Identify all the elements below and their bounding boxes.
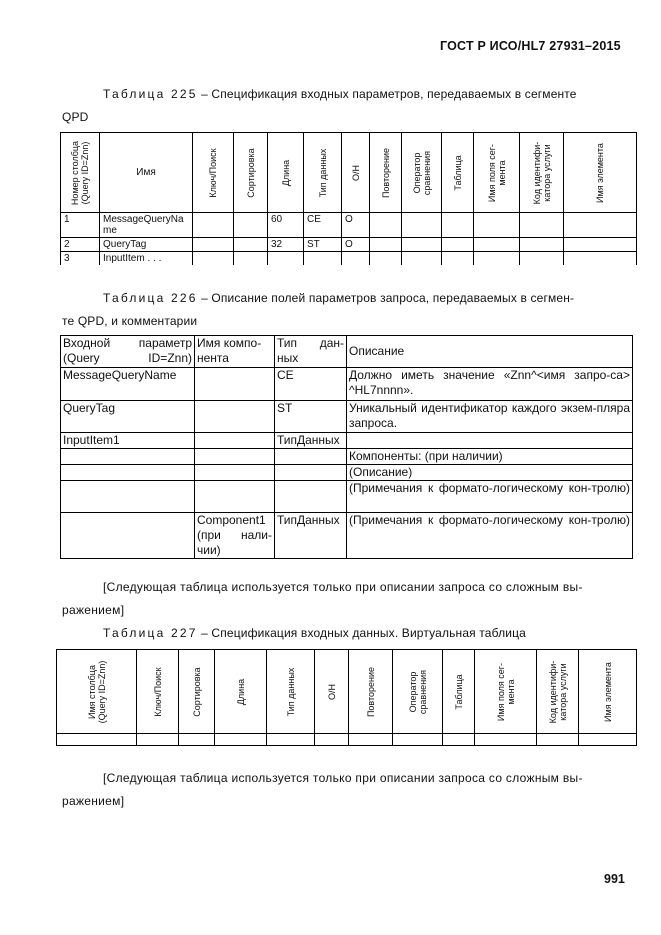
table-227-caption bbox=[103, 626, 526, 640]
table-cell bbox=[342, 252, 370, 266]
table-cell: CE bbox=[304, 213, 342, 238]
table-cell: InputItem . . . bbox=[100, 252, 193, 266]
table-cell bbox=[61, 481, 195, 513]
table-cell bbox=[402, 238, 442, 252]
table-cell bbox=[195, 368, 275, 401]
table-cell bbox=[370, 252, 402, 266]
table-225 bbox=[60, 132, 637, 265]
note-paragraph-1-line-1: [Следующая таблица используется только при описании запроса со сложным вы- bbox=[103, 580, 583, 594]
table-cell bbox=[61, 465, 195, 481]
table-cell bbox=[475, 734, 537, 746]
table-cell: (Описание) bbox=[347, 465, 633, 481]
table-cell bbox=[195, 401, 275, 433]
header-cell: Имя элемента bbox=[579, 650, 637, 734]
header-cell: Имя элемента bbox=[564, 133, 637, 213]
table-cell: ТипДанных bbox=[275, 433, 347, 449]
page-number: 991 bbox=[604, 872, 625, 886]
table-227 bbox=[56, 649, 637, 746]
header-cell: Имя компо-нента bbox=[195, 336, 275, 368]
table-cell bbox=[193, 238, 234, 252]
table-cell bbox=[474, 252, 520, 266]
table-cell bbox=[304, 252, 342, 266]
table-cell bbox=[349, 734, 393, 746]
table-cell: 3 bbox=[61, 252, 100, 266]
header-cell: О/Н bbox=[342, 133, 370, 213]
note-paragraph-2-line-2: ражением] bbox=[62, 794, 125, 808]
table-row bbox=[61, 513, 633, 559]
header-cell: Имя bbox=[100, 133, 193, 213]
table-cell bbox=[442, 238, 474, 252]
table-cell: (Примечания к формато-логическому кон-тролю) bbox=[347, 481, 633, 513]
table-cell: Уникальный идентификатор каждого экзем-пляра запроса. bbox=[347, 401, 633, 433]
header-cell: Ключ/Поиск bbox=[193, 133, 234, 213]
table-row bbox=[61, 368, 633, 401]
table-cell bbox=[195, 449, 275, 465]
table-226-title: – Описание полей параметров запроса, передаваемых в сегмен- bbox=[197, 291, 575, 305]
table-cell: MessageQueryName bbox=[61, 368, 195, 401]
header-cell: Оператор сравнения bbox=[402, 133, 442, 213]
table-cell: 2 bbox=[61, 238, 100, 252]
table-cell bbox=[442, 213, 474, 238]
table-cell bbox=[275, 465, 347, 481]
table-cell bbox=[215, 734, 267, 746]
table-226-label: Таблица 226 bbox=[103, 291, 198, 305]
table-cell: ST bbox=[275, 401, 347, 433]
table-cell bbox=[520, 238, 564, 252]
header-cell: Тип дан-ных bbox=[275, 336, 347, 368]
table-227-title: – Спецификация входных данных. Виртуальная таблица bbox=[197, 626, 526, 640]
header-cell: Тип данных bbox=[267, 650, 315, 734]
header-cell: Тип данных bbox=[304, 133, 342, 213]
table-cell: Должно иметь значение «Znn^<имя запро-са> ^HL7nnnn». bbox=[347, 368, 633, 401]
header-cell: Код идентифи-катора услуги bbox=[520, 133, 564, 213]
header-cell: Сортировка bbox=[179, 650, 215, 734]
table-cell bbox=[393, 734, 443, 746]
header-cell: Длина bbox=[268, 133, 304, 213]
table-cell bbox=[402, 213, 442, 238]
table-cell bbox=[520, 213, 564, 238]
table-cell bbox=[537, 734, 579, 746]
table-cell bbox=[579, 734, 637, 746]
header-cell: Длина bbox=[215, 650, 267, 734]
header-cell: Таблица bbox=[443, 650, 475, 734]
table-row bbox=[61, 465, 633, 481]
table-cell bbox=[137, 734, 179, 746]
table-cell bbox=[402, 252, 442, 266]
header-cell: Номер столбца (Query ID=Znn) bbox=[61, 133, 100, 213]
header-cell: Имя столбца (Query ID=Znn) bbox=[57, 650, 137, 734]
table-cell: QueryTag bbox=[100, 238, 193, 252]
table-row bbox=[61, 252, 637, 266]
table-cell bbox=[347, 433, 633, 449]
table-227-label: Таблица 227 bbox=[103, 626, 198, 640]
header-cell: Сортировка bbox=[234, 133, 268, 213]
table-cell: QueryTag bbox=[61, 401, 195, 433]
table-cell: 32 bbox=[268, 238, 304, 252]
table-row bbox=[61, 449, 633, 465]
header-cell: Имя поля сег-мента bbox=[474, 133, 520, 213]
table-cell bbox=[268, 252, 304, 266]
table-row bbox=[61, 238, 637, 252]
table-cell bbox=[564, 238, 637, 252]
header-cell: Ключ/Поиск bbox=[137, 650, 179, 734]
table-226-header-row bbox=[61, 336, 633, 368]
table-cell bbox=[193, 213, 234, 238]
table-cell: InputItem1 bbox=[61, 433, 195, 449]
table-cell bbox=[442, 252, 474, 266]
table-cell: 1 bbox=[61, 213, 100, 238]
table-cell bbox=[57, 734, 137, 746]
table-cell: Component1 (при нали-чии) bbox=[195, 513, 275, 559]
table-cell bbox=[370, 238, 402, 252]
header-cell: Повторение bbox=[370, 133, 402, 213]
table-cell bbox=[474, 213, 520, 238]
table-cell bbox=[234, 252, 268, 266]
table-cell: CE bbox=[275, 368, 347, 401]
table-cell bbox=[564, 252, 637, 266]
table-cell bbox=[234, 238, 268, 252]
table-cell bbox=[195, 465, 275, 481]
table-cell: ST bbox=[304, 238, 342, 252]
table-row bbox=[61, 433, 633, 449]
table-cell bbox=[275, 449, 347, 465]
table-cell bbox=[61, 513, 195, 559]
table-cell: O bbox=[342, 213, 370, 238]
table-cell: Компоненты: (при наличии) bbox=[347, 449, 633, 465]
note-paragraph-1-line-2: ражением] bbox=[62, 603, 125, 617]
table-cell bbox=[443, 734, 475, 746]
table-cell bbox=[193, 252, 234, 266]
header-cell: Код идентифи-катора услуги bbox=[537, 650, 579, 734]
table-225-label: Таблица 225 bbox=[103, 87, 198, 101]
table-cell: (Примечания к формато-логическому кон-тролю) bbox=[347, 513, 633, 559]
note-paragraph-2-line-1: [Следующая таблица используется только при описании запроса со сложным вы- bbox=[103, 771, 583, 785]
header-cell: Таблица bbox=[442, 133, 474, 213]
table-cell bbox=[267, 734, 315, 746]
table-225-caption-cont: QPD bbox=[62, 110, 89, 124]
table-cell: 60 bbox=[268, 213, 304, 238]
table-cell bbox=[61, 449, 195, 465]
table-row bbox=[61, 401, 633, 433]
table-cell bbox=[474, 238, 520, 252]
table-cell: ТипДанных bbox=[275, 513, 347, 559]
header-cell: О/Н bbox=[315, 650, 349, 734]
table-cell bbox=[234, 213, 268, 238]
document-code: ГОСТ Р ИСО/HL7 27931–2015 bbox=[440, 39, 621, 53]
table-226-caption-cont: те QPD, и комментарии bbox=[62, 314, 198, 328]
header-cell: Входной параметр (Query ID=Znn) bbox=[61, 336, 195, 368]
table-226-caption bbox=[103, 291, 574, 305]
table-cell bbox=[179, 734, 215, 746]
table-cell bbox=[315, 734, 349, 746]
table-225-header-row bbox=[61, 133, 637, 213]
table-cell bbox=[564, 213, 637, 238]
table-cell bbox=[275, 481, 347, 513]
header-cell: Описание bbox=[347, 336, 633, 368]
table-cell: O bbox=[342, 238, 370, 252]
table-226 bbox=[60, 335, 633, 559]
table-row bbox=[61, 213, 637, 238]
table-cell bbox=[520, 252, 564, 266]
header-cell: Повторение bbox=[349, 650, 393, 734]
table-225-caption bbox=[103, 87, 577, 101]
table-cell: MessageQueryName bbox=[100, 213, 193, 238]
header-cell: Имя поля сег-мента bbox=[475, 650, 537, 734]
header-cell: Оператор сравнения bbox=[393, 650, 443, 734]
table-227-header-row bbox=[57, 650, 637, 734]
table-cell bbox=[195, 481, 275, 513]
table-row bbox=[57, 734, 637, 746]
table-row bbox=[61, 481, 633, 513]
table-cell bbox=[195, 433, 275, 449]
table-225-title: – Спецификация входных параметров, передаваемых в сегменте bbox=[197, 87, 577, 101]
table-cell bbox=[370, 213, 402, 238]
